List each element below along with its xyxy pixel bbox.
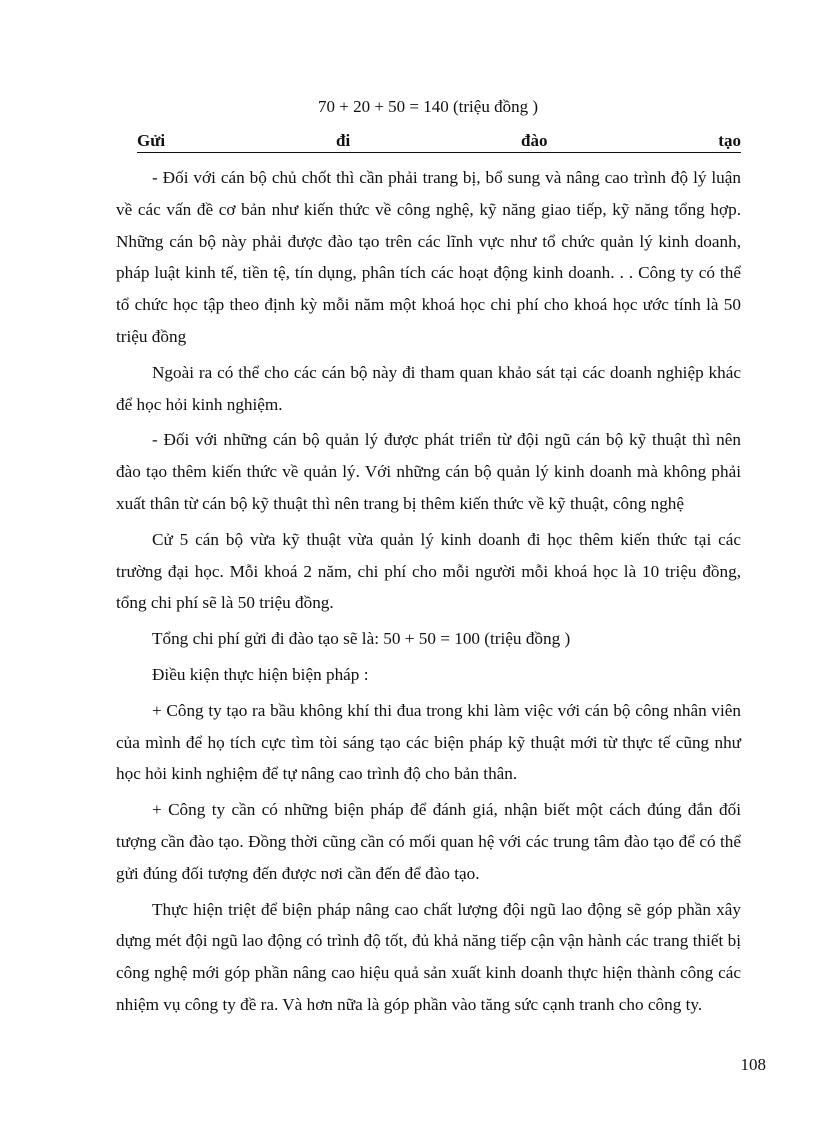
paragraph-technical-managers: - Đối với những cán bộ quản lý được phát triển từ đội ngũ cán bộ kỹ thuật thì nên đào tạo thêm kiến thức về quản lý. Với những cán bộ quản lý kinh doanh mà không phải xuất thân từ cán bộ kỹ thuật thì nên trang bị thêm kiến thức về kỹ thuật, công nghệ bbox=[116, 430, 741, 513]
heading-word: tạo bbox=[718, 131, 741, 150]
cost-formula-text: 70 + 20 + 50 = 140 (triệu đồng ) bbox=[318, 97, 538, 116]
paragraph-key-staff: - Đối với cán bộ chủ chốt thì cần phải trang bị, bổ sung và nâng cao trình độ lý luận về các vấn đề cơ bản như kiến thức về công nghệ, kỹ năng giao tiếp, kỹ năng tổng hợp. Những cán bộ này phải được đào tạo trên các lĩnh vực như tổ chức quản lý kinh doanh, pháp luật kinh tế, tiền tệ, tín dụng, phân tích các hoạt động kinh doanh. . . Công ty có thể tổ chức học tập theo định kỳ mỗi năm một khoá học chi phí cho khoá học ước tính là 50 triệu đồng bbox=[116, 168, 741, 346]
section-heading-training bbox=[137, 131, 741, 153]
heading-word: Gửi bbox=[137, 131, 166, 150]
heading-word: đào bbox=[521, 131, 548, 150]
paragraph-condition-2: + Công ty cần có những biện pháp để đánh giá, nhận biết một cách đúng đắn đối tượng cần đào tạo. Đồng thời cũng cần có mối quan hệ với các trung tâm đào tạo để có thể gửi đúng đối tượng đến được nơi cần đến để đào tạo. bbox=[116, 800, 741, 883]
paragraph-field-trip: Ngoài ra có thể cho các cán bộ này đi tham quan khảo sát tại các doanh nghiệp khác để học hỏi kinh nghiệm. bbox=[116, 362, 741, 414]
paragraph-conclusion: Thực hiện triệt để biện pháp nâng cao chất lượng đội ngũ lao động sẽ góp phần xây dựng mét đội ngũ lao động có trình độ tốt, đủ khả năng tiếp cận vận hành các trang thiết bị công nghệ mới góp phần nâng cao hiệu quả sản xuất kinh doanh thực hiện thành công các nhiệm vụ công ty đề ra. Và hơn nữa là góp phần vào tăng sức cạnh tranh cho công ty. bbox=[116, 899, 741, 1014]
page-number: 108 bbox=[740, 1055, 766, 1074]
paragraph-conditions-title: Điều kiện thực hiện biện pháp : bbox=[152, 664, 369, 684]
body-text bbox=[116, 162, 741, 1021]
paragraph-condition-1: + Công ty tạo ra bầu không khí thi đua trong khi làm việc với cán bộ công nhân viên của mình để họ tích cực tìm tòi sáng tạo các biện pháp kỹ thuật mới từ thực tế cũng như học hỏi kinh nghiệm để tự nâng cao trình độ cho bản thân. bbox=[116, 700, 741, 784]
paragraph-total-cost: Tổng chi phí gửi đi đào tạo sẽ là: 50 + 50 = 100 (triệu đồng ) bbox=[152, 629, 571, 649]
heading-word: đi bbox=[335, 131, 351, 150]
paragraph-university-training: Cử 5 cán bộ vừa kỹ thuật vừa quản lý kinh doanh đi học thêm kiến thức tại các trường đại học. Mỗi khoá 2 năm, chi phí cho mỗi người mỗi khoá học là 10 triệu đồng, tổng chi phí sẽ là 50 triệu đồng. bbox=[116, 529, 741, 613]
cost-formula-total bbox=[0, 97, 816, 117]
